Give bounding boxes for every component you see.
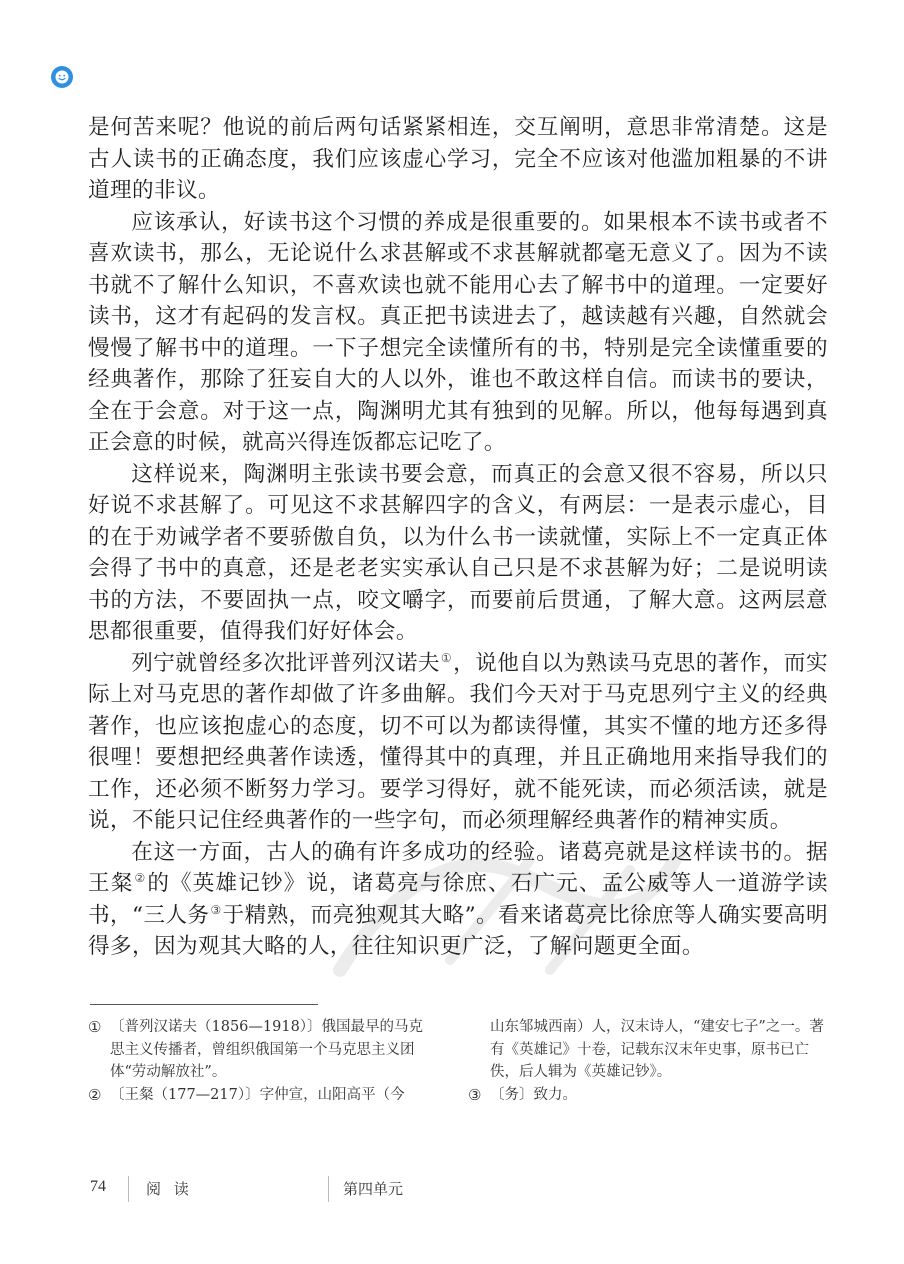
- footnote-number: ①: [88, 1018, 102, 1036]
- article-body: [88, 112, 828, 963]
- smiley-face-glyph: [54, 69, 70, 85]
- footnote-1: [88, 1016, 428, 1084]
- unit-label: 第四单元: [343, 1180, 404, 1198]
- page-number: 74: [90, 1178, 106, 1195]
- footnotes-left-column: [88, 1016, 428, 1106]
- paragraph: [88, 459, 828, 648]
- paragraph-text: ，说他自以为熟读马克思的著作，而实际上对马克思的著作却做了许多曲解。我们今天对于马克思列宁主义的经典著作，也应该抱虚心的态度，切不可以为都读得懂，其实不懂的地方还多得很哩！要想把经典著作读透，懂得其中的真理，并且正确地用来指导我们的工作，还必须不断努力学习。要学习得好，就不能死读，而必须活读，就是说，不能只记住经典著作的一些字句，而必须理解经典著作的精神实质。: [88, 650, 828, 833]
- paragraph-text: 于精熟，而亮独观其大略”。看来诸葛亮比徐庶等人确实要高明得多，因为观其大略的人，往往知识更广泛，了解问题更全面。: [88, 902, 828, 959]
- paragraph: [88, 837, 828, 963]
- footer-divider: [328, 1176, 329, 1202]
- smiley-face-icon: [51, 66, 73, 88]
- paragraph-text: 是何苦来呢？他说的前后两句话紧紧相连，交互阐明，意思非常清楚。这是古人读书的正确态度，我们应该虚心学习，完全不应该对他滥加粗暴的不讲道理的非议。: [88, 115, 828, 203]
- paragraph-text: 列宁就曾经多次批评普列汉诺夫: [131, 650, 440, 676]
- footnotes: [88, 1016, 828, 1106]
- paragraph-text: 在这一方面，古人的确有许多成功的经验。诸葛亮就是这样读书的。据王粲: [88, 839, 828, 896]
- footnote-text: 〔王粲（177—217）〕字仲宣，山阳高平（今: [110, 1086, 405, 1103]
- footnote-text: 〔务〕致力。: [490, 1086, 577, 1103]
- footnote-number: ③: [468, 1085, 482, 1104]
- paragraph-text: 应该承认，好读书这个习惯的养成是很重要的。如果根本不读书或者不喜欢读书，那么，无论说什么求甚解或不求甚解就都毫无意义了。因为不读书就不了解什么知识，不喜欢读也就不能用心去了解书中的道理。一定要好读书，这才有起码的发言权。真正把书读进去了，越读越有兴趣，自然就会慢慢了解书中的道理。一下子想完全读懂所有的书，特别是完全读懂重要的经典著作，那除了狂妄自大的人以外，谁也不敢这样自信。而读书的要诀，全在于会意。对于这一点，陶渊明尤其有独到的见解。所以，他每每遇到真正会意的时候，就高兴得连饭都忘记吃了。: [88, 209, 828, 455]
- paragraph: [88, 648, 828, 837]
- footnote-reference[interactable]: ②: [134, 871, 147, 885]
- paragraph: [88, 207, 828, 459]
- footnote-divider: [90, 1004, 318, 1005]
- paragraph: [88, 112, 828, 207]
- footer-divider: [128, 1176, 129, 1202]
- footnote-reference[interactable]: ③: [210, 902, 222, 917]
- footnote-text: 〔普列汉诺夫（1856—1918）〕俄国最早的马克思主义传播者，曾组织俄国第一个马克思主义团体“劳动解放社”。: [110, 1019, 424, 1080]
- section-label: 阅 读: [146, 1180, 193, 1198]
- footnote-2-continued: [468, 1016, 828, 1084]
- footnotes-right-column: [468, 1016, 828, 1106]
- footnote-number: ②: [88, 1085, 102, 1104]
- footnote-reference[interactable]: ①: [440, 650, 453, 665]
- footnote-text: 山东邹城西南）人，汉末诗人，“建安七子”之一。著有《英雄记》十卷，记载东汉末年史事，原书已亡佚，后人辑为《英雄记钞》。: [490, 1019, 824, 1080]
- paragraph-text: 这样说来，陶渊明主张读书要会意，而真正的会意又很不容易，所以只好说不求甚解了。可见这不求甚解四字的含义，有两层：一是表示虚心，目的在于劝诫学者不要骄傲自负，以为什么书一读就懂，实际上不一定真正体会得了书中的真意，还是老老实实承认自己只是不求甚解为好；二是说明读书的方法，不要固执一点，咬文嚼字，而要前后贯通，了解大意。这两层意思都很重要，值得我们好好体会。: [88, 461, 828, 644]
- footnote-3: [468, 1084, 828, 1107]
- page-footer: [90, 1176, 510, 1202]
- footnote-2: [88, 1084, 428, 1107]
- paragraph-text: 的《英雄记钞》说，诸葛亮与徐庶、石广元、孟公威等人一道游学读书，“三人务: [88, 871, 828, 928]
